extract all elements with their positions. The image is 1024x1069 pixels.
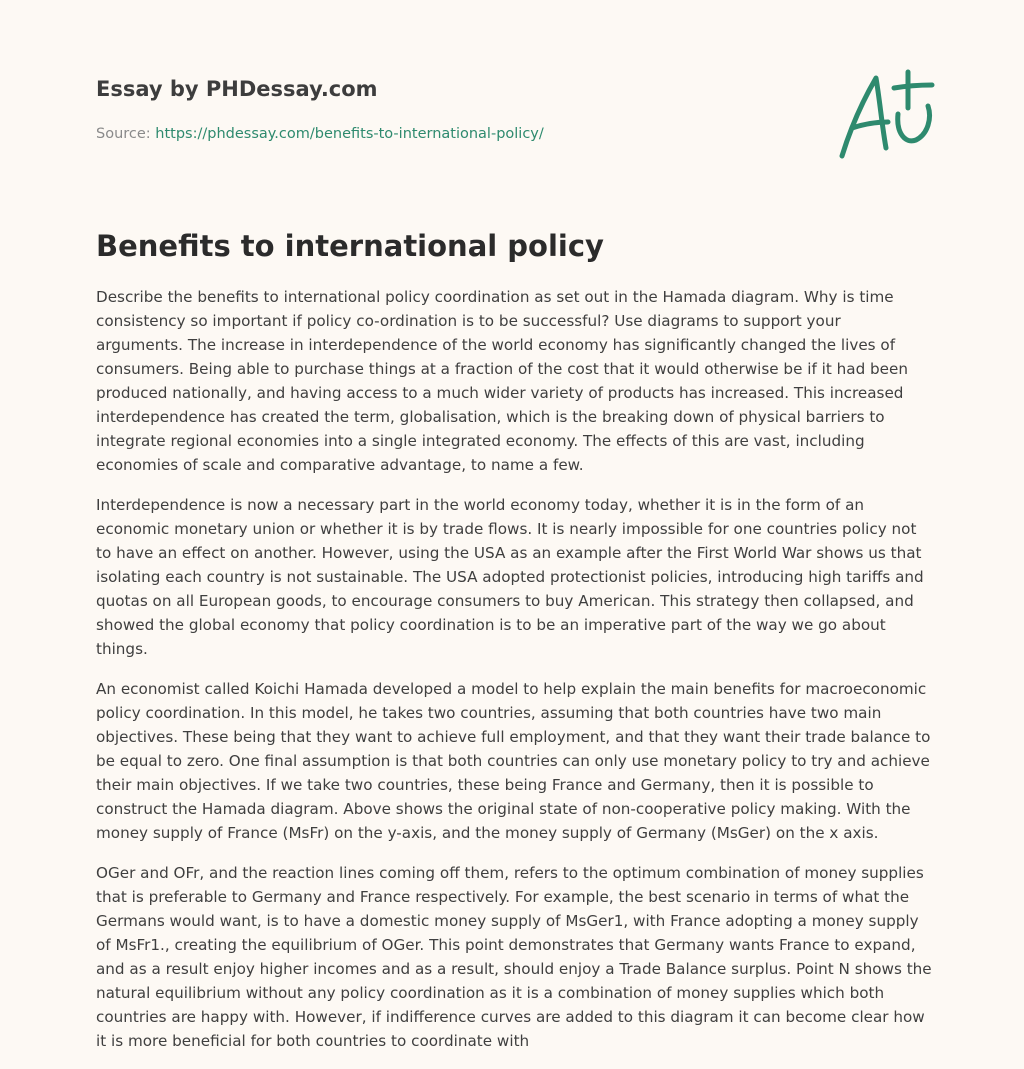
paragraph: Describe the benefits to international policy coordination as set out in the Hamada diagram. Why is time consistency so important if policy co-ordination is to be successful? Use diagrams to support your arguments. The increase in interdependence of the world economy has significantly changed the lives of consumers. Being able to purchase things at a fraction of the cost that it would otherwise be if it had been produced nationally, and having access to a much wider variety of products has increased. This increased interdependence has created the term, globalisation, which is the breaking down of physical barriers to integrate regional economies into a single integrated economy. The effects of this are vast, including economies of scale and comparative advantage, to name a few.: [96, 288, 908, 474]
a-plus-logo-icon: [836, 68, 936, 162]
source-link[interactable]: https://phdessay.com/benefits-to-international-policy/: [155, 126, 544, 142]
paragraph: An economist called Koichi Hamada developed a model to help explain the main benefits for macroeconomic policy coordination. In this model, he takes two countries, assuming that both countries have two main objectives. These being that they want to achieve full employment, and that they want their trade balance to be equal to zero. One final assumption is that both countries can only use monetary policy to try and achieve their main objectives. If we take two countries, these being France and Germany, then it is possible to construct the Hamada diagram. Above shows the original state of non-cooperative policy making. With the money supply of France (MsFr) on the y-axis, and the money supply of Germany (MsGer) on the x axis.: [96, 680, 931, 842]
page-title: Benefits to international policy: [96, 229, 604, 263]
paragraph: OGer and OFr, and the reaction lines coming off them, refers to the optimum combination of money supplies that is preferable to Germany and France respectively. For example, the best scenario in terms of what the Germans would want, is to have a domestic money supply of MsGer1, with France adopting a money supply of MsFr1., creating the equilibrium of OGer. This point demonstrates that Germany wants France to expand, and as a result enjoy higher incomes and as a result, should enjoy a Trade Balance surplus. Point N shows the natural equilibrium without any policy coordination as it is a combination of money supplies which both countries are happy with. However, if indifference curves are added to this diagram it can become clear how it is more beneficial for both countries to coordinate with: [96, 864, 932, 1050]
paragraph: Interdependence is now a necessary part in the world economy today, whether it is in the form of an economic monetary union or whether it is by trade flows. It is nearly impossible for one countries policy not to have an effect on another. However, using the USA as an example after the First World War shows us that isolating each country is not sustainable. The USA adopted protectionist policies, introducing high tariffs and quotas on all European goods, to encourage consumers to buy American. This strategy then collapsed, and showed the global economy that policy coordination is to be an imperative part of the way we go about things.: [96, 496, 924, 658]
source-line: [96, 124, 544, 144]
source-label: Source:: [96, 126, 151, 142]
essay-body: [96, 285, 932, 1069]
essay-header: [96, 74, 936, 174]
brand-title: Essay by PHDessay.com: [96, 77, 378, 101]
